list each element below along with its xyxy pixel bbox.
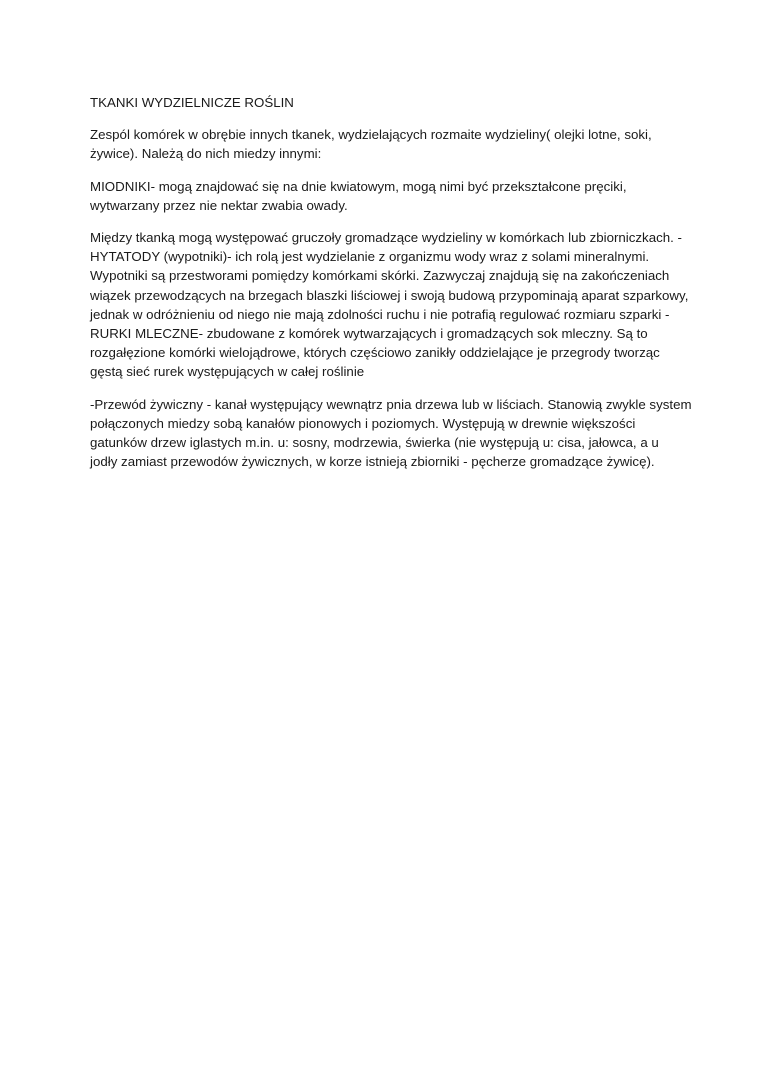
paragraph-line: żywice). Należą do nich miedzy innymi: [90, 146, 322, 162]
paragraph-line: MIODNIKI- mogą znajdować się na dnie kwiatowym, mogą nimi być przekształcone pręciki, [90, 178, 627, 194]
paragraph-line: gatunków drzew iglastych m.in. u: sosny, modrzewia, świerka (nie występują u: cisa, jałowca, a u [90, 435, 659, 451]
paragraph-line: Zespól komórek w obrębie innych tkanek, wydzielających rozmaite wydzieliny( olejki lotne, soki, [90, 127, 652, 143]
paragraph-miodniki [90, 177, 680, 215]
paragraph-line: wytwarzany przez nie nektar zwabia owady. [90, 197, 348, 213]
paragraph-line: Między tkanką mogą występować gruczoły gromadzące wydzieliny w komórkach lub zbiorniczkach. - [90, 230, 682, 246]
paragraph-line: wiązek przewodzących na brzegach blaszki liściowej i swoją budową przypominają aparat szparkowy, [90, 287, 689, 303]
paragraph-line: RURKI MLECZNE- zbudowane z komórek wytwarzających i gromadzących sok mleczny. Są to [90, 326, 648, 342]
document-body [90, 93, 692, 484]
paragraph-line: jodły zamiast przewodów żywicznych, w korze istnieją zbiorniki - pęcherze gromadzące żywicę). [90, 454, 655, 470]
paragraph-line: gęstą sieć rurek występujących w całej roślinie [90, 364, 365, 380]
paragraph-intro [90, 125, 680, 163]
paragraph-line: -Przewód żywiczny - kanał występujący wewnątrz pnia drzewa lub w liściach. Stanowią zwykle system [90, 396, 692, 412]
paragraph-line: Wypotniki są przestworami pomiędzy komórkami skórki. Zazwyczaj znajdują się na zakończeniach [90, 268, 670, 284]
paragraph-gruczoly [90, 228, 689, 382]
paragraph-przewod-zywiczny [90, 395, 692, 472]
paragraph-line: HYTATODY (wypotniki)- ich rolą jest wydzielanie z organizmu wody wraz z solami mineralnymi. [90, 249, 650, 265]
paragraph-line: połączonych miedzy sobą kanałów pionowych i poziomych. Występują w drewnie większości [90, 415, 636, 431]
paragraph-line: rozgałęzione komórki wielojądrowe, których częściowo zanikły oddzielające je przegrody tworząc [90, 345, 660, 361]
document-title: TKANKI WYDZIELNICZE ROŚLIN [90, 95, 294, 110]
paragraph-line: jednak w odróżnieniu od niego nie mają zdolności ruchu i nie potrafią regulować rozmiaru szparki - [90, 306, 670, 322]
